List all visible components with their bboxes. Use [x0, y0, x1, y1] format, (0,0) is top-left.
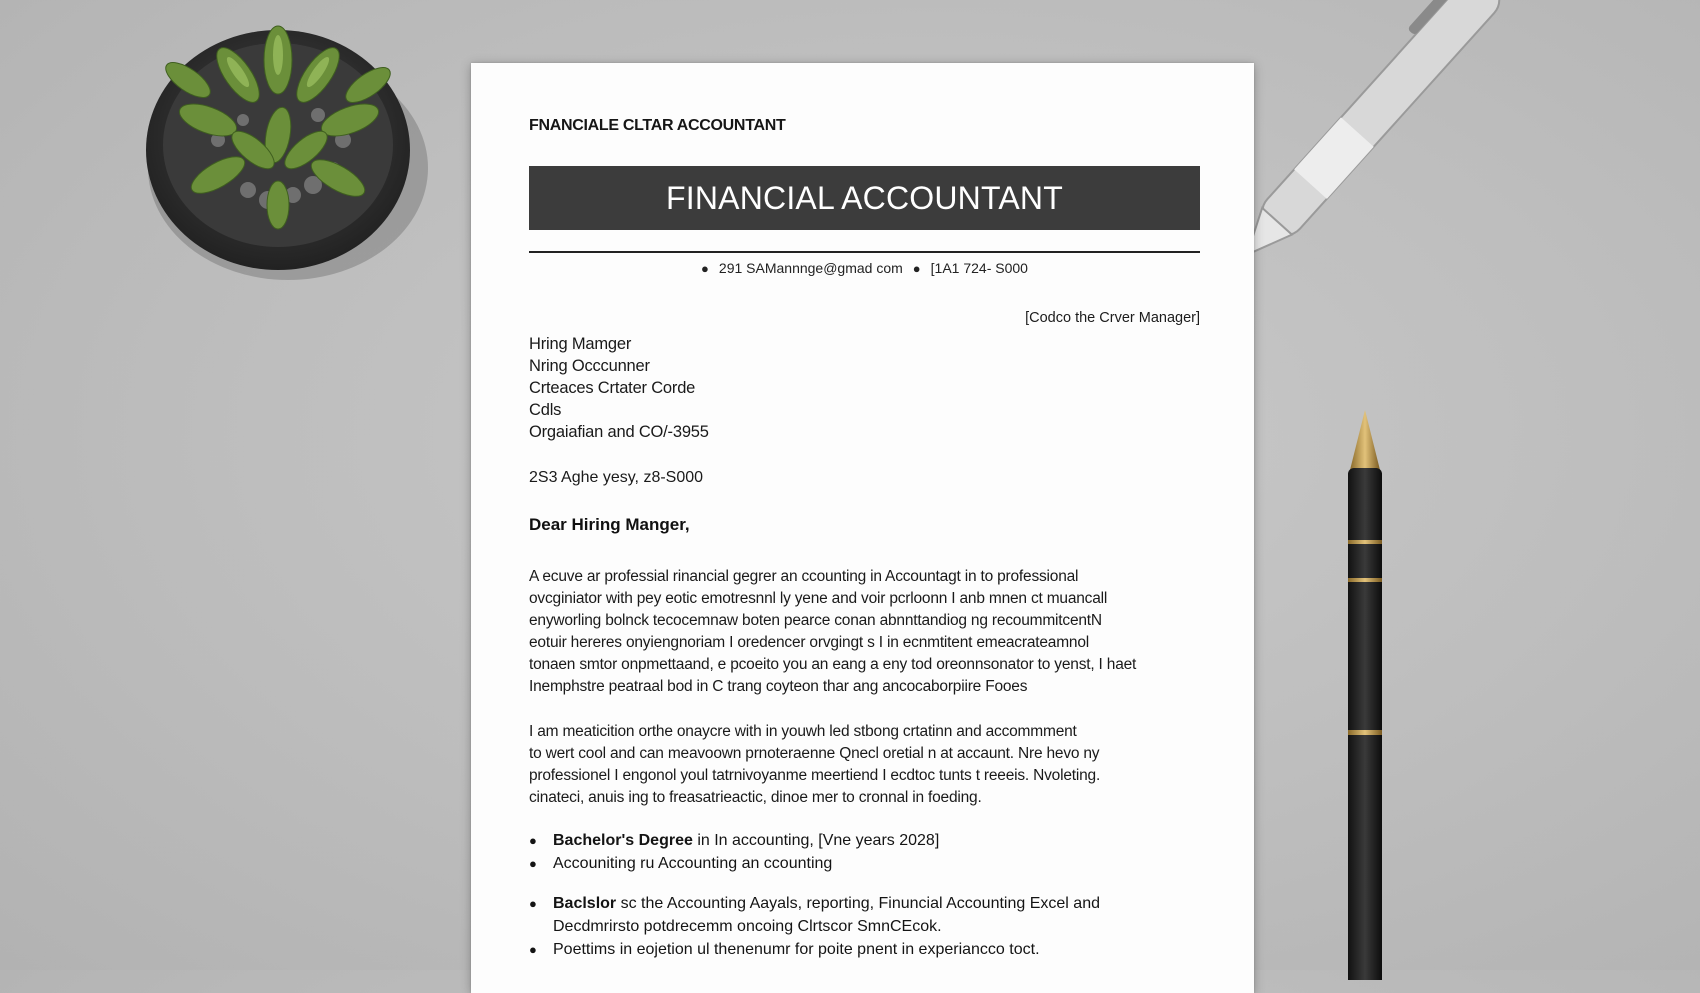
- list-item-strong: Bachelor's Degree: [553, 832, 693, 849]
- bullet-icon: ●: [529, 942, 537, 957]
- bullet-icon: ●: [529, 856, 537, 871]
- paragraph-line: cinateci, anuis ing to freasatrieactic, dinoe mer to cronnal in foeding.: [529, 789, 982, 806]
- address-line: Hring Mamger: [529, 335, 632, 353]
- cover-letter-document: [471, 63, 1254, 993]
- title-banner: [529, 166, 1200, 230]
- address-line: Cdls: [529, 401, 562, 419]
- contact-phone: [1A1 724- S000: [930, 260, 1028, 276]
- paragraph-line: professionel I engonol youl tatrnivoyanme meertiend I ecdtoc tunts t reeeis. Nvoleting.: [529, 767, 1101, 784]
- list-item-text: Accouniting ru Accounting an ccounting: [553, 855, 833, 872]
- body-paragraph-2: [529, 721, 1199, 809]
- address-line: Nring Occcunner: [529, 357, 650, 375]
- bullet-icon: ●: [529, 896, 537, 911]
- list-item: [529, 895, 1100, 913]
- paragraph-line: tonaen smtor onpmettaand, e pcoeito you an eang a eny tod oreonnsonator to yenst, I haet: [529, 656, 1137, 673]
- list-item-continuation: [553, 918, 942, 936]
- banner-title: FINANCIAL ACCOUNTANT: [666, 179, 1063, 216]
- paragraph-line: I am meaticition orthe onaycre with in youwh led stbong crtatinn and accommment: [529, 723, 1077, 740]
- list-item-text: Poettims in eojetion ul thenenumr for poite pnent in experiancco toct.: [553, 941, 1040, 958]
- bullet-icon: ●: [912, 260, 921, 276]
- paragraph-line: Inemphstre peatraal bod in C trang coyteon thar ang ancocaborpiire Fooes: [529, 678, 1028, 695]
- address-line: Orgaiafian and CO/-3955: [529, 423, 709, 441]
- salutation: Dear Hiring Manger,: [529, 515, 690, 534]
- phone-line: 2S3 Aghe yesy, z8-S000: [529, 469, 704, 486]
- paragraph-line: ovcginiator with pey eotic emotresnnl ly yene and voir pcrloonn I anb mnen ct muancall: [529, 590, 1108, 607]
- contact-line: [529, 260, 1200, 276]
- list-item-text: Decdmrirsto potdrecemm oncoing Clrtscor SmnCEcok.: [553, 918, 942, 935]
- bullet-icon: ●: [529, 833, 537, 848]
- recipient-address: [529, 333, 709, 443]
- header-divider: [529, 251, 1200, 253]
- contact-email: 291 SAMannnge@gmad com: [718, 260, 903, 276]
- black-pen-illustration: [1340, 410, 1390, 980]
- paragraph-line: to wert cool and can meavoown prnoteraenne Qnecl oretial n at accaunt. Nre hevo ny: [529, 745, 1100, 762]
- document-header-label: FNANCIALE CLTAR ACCOUNTANT: [529, 117, 786, 134]
- list-item-text: in In accounting, [Vne years 2028]: [692, 832, 940, 849]
- list-item-text: sc the Accounting Aayals, reporting, Finuncial Accounting Excel and: [616, 895, 1100, 912]
- potted-plant-illustration: [118, 0, 438, 285]
- bullet-icon: ●: [701, 260, 709, 276]
- paragraph-line: eotuir hereres onyiengnoriam I oredencer orvgingt s I in ecnmtitent emeacrateamnol: [529, 634, 1089, 651]
- date-line: [Codco the Crver Manager]: [1025, 310, 1200, 326]
- paragraph-line: A ecuve ar professial rinancial gegrer an ccounting in Accountagt in to professional: [529, 568, 1079, 585]
- address-line: Crteaces Crtater Corde: [529, 379, 696, 397]
- body-paragraph-1: [529, 566, 1199, 698]
- list-item: [529, 941, 1040, 959]
- list-item-strong: Baclslor: [553, 895, 617, 912]
- list-item: [529, 832, 939, 850]
- list-item: [529, 855, 832, 873]
- paragraph-line: enyworling bolnck tecocemnaw boten pearce conan abnnttandiog ng recoummitcentN: [529, 612, 1102, 629]
